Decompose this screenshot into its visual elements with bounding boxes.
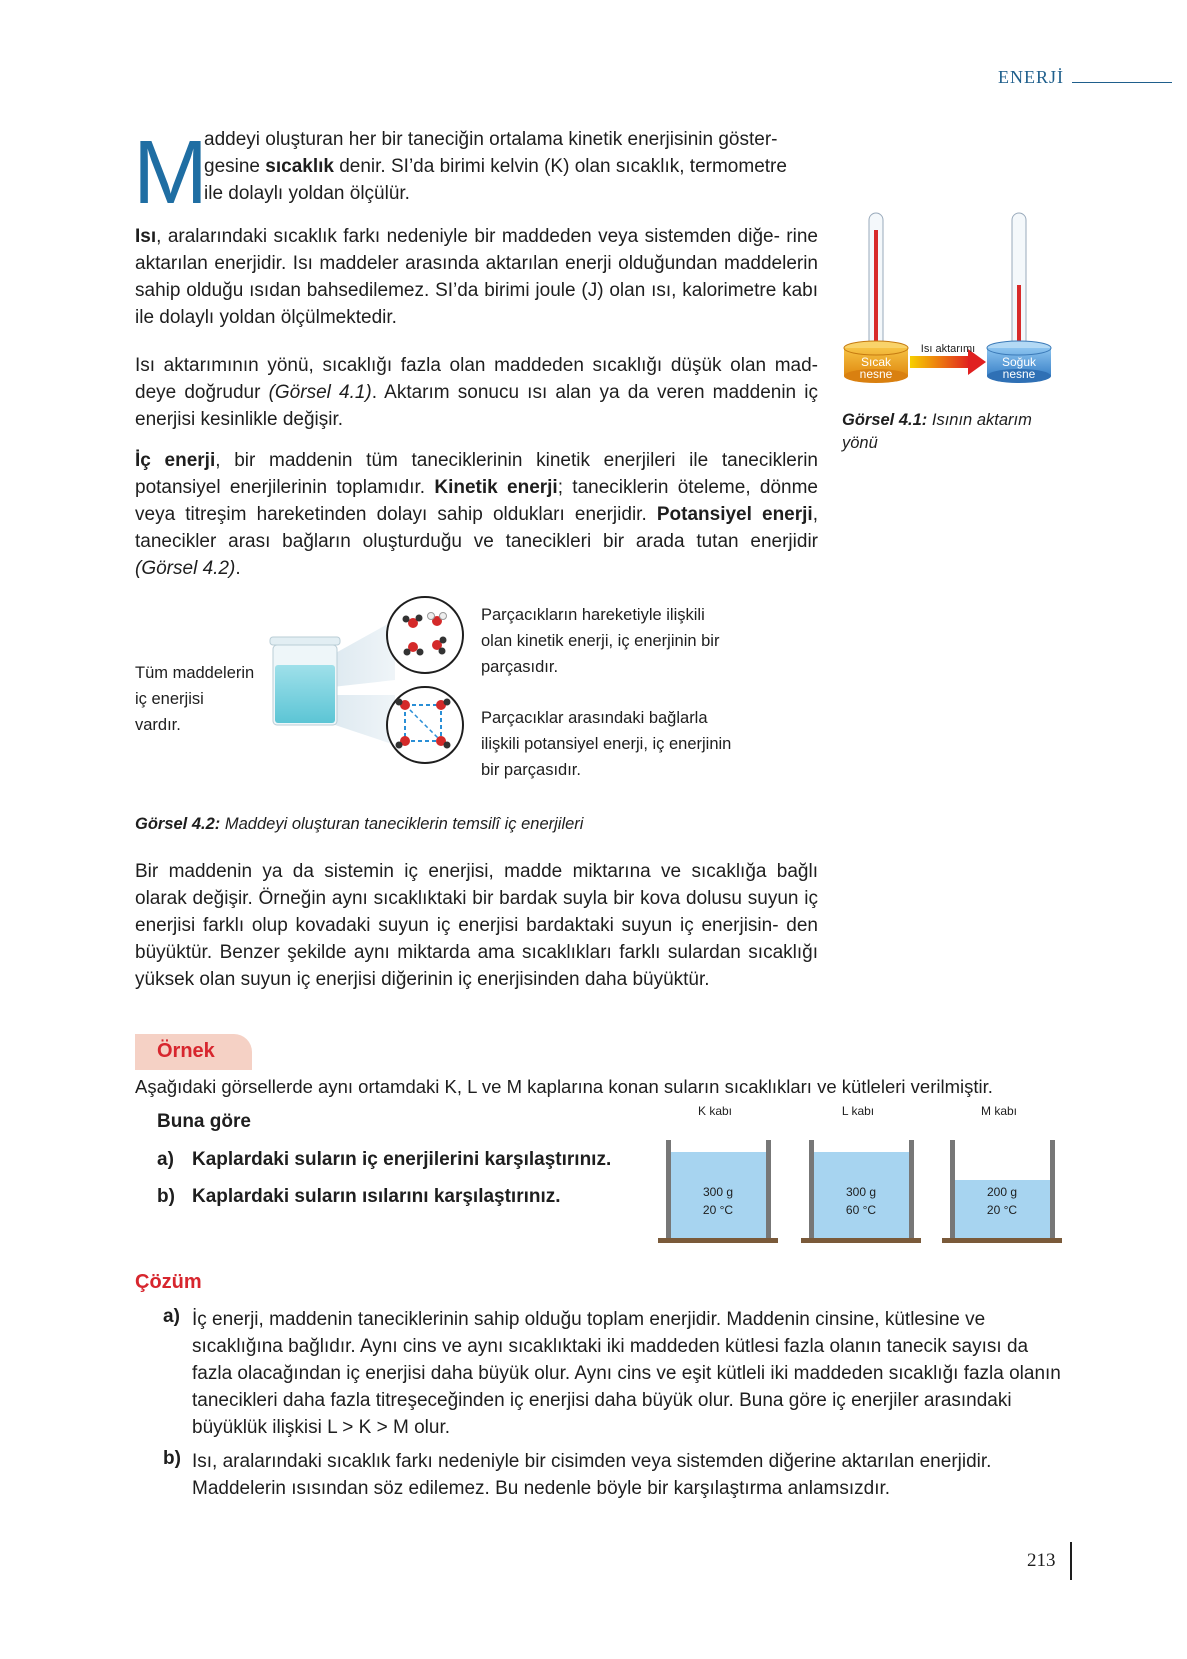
figure-4-1-caption [842,409,1067,455]
container-k-mass: 300 g [702,1185,734,1199]
arrow-label: Isı aktarımı [920,343,976,355]
intro-paragraph [204,126,818,207]
kinetic-molecules-icon [387,597,463,673]
intro-line-1: addeyi oluşturan her bir taneciğin ortalama kinetik enerjisinin göster- [204,129,778,150]
paragraph-yon-post: . Aktarım sonucu ısı alan ya da veren maddenin iç enerjisi kesinlikle değişir. [135,382,818,430]
paragraph-ic-t3: , tanecikler arası bağların oluşturduğu ve tanecikleri bir arada tutan enerjidir [135,504,818,552]
page-number-bar [1070,1542,1072,1580]
intro-line-3: ile dolaylı yoldan ölçülür. [204,183,410,204]
kinetic-description [481,602,781,680]
example-label: Örnek [157,1040,215,1062]
solution-title: Çözüm [135,1271,202,1293]
question-b-letter: b) [157,1186,175,1207]
container-k [658,1104,778,1243]
drop-cap: M [133,123,208,223]
term-isi: Isı [135,226,157,247]
hot-label-2: nesne [859,367,893,381]
left-text-line-2: iç enerjisi [135,690,204,708]
figure-4-1-caption-label: Görsel 4.1: [842,411,928,429]
question-b-text: Kaplardaki suların ısılarını karşılaştırınız. [192,1186,561,1207]
potential-line-3: bir parçasıdır. [481,761,581,779]
container-l-label: L kabı [841,1104,875,1118]
container-l [801,1104,921,1243]
left-text-line-1: Tüm maddelerin [135,664,255,682]
container-k-temp: 20 °C [702,1203,734,1217]
header-rule [1072,82,1172,83]
paragraph-ic-end: . [235,558,241,579]
paragraph-madde-text: Bir maddenin ya da sistemin iç enerjisi, madde miktarına ve sıcaklığa bağlı olarak değişir. Örneğin aynı sıcaklıktaki bir bardak suyla bir kova dolusu suyun iç enerjisi farklı olup kovadaki suyun iç enerjisi bardaktaki suyun iç enerjisin- den büyüktür. Benzer şekilde aynı miktarda ama sıcaklıkları farklı sulardan sıcaklığı yüksek olan suyun iç enerjisi diğerinin iç enerjisinden daha büyüktür. [135,861,818,990]
question-a-text: Kaplardaki suların iç enerjilerini karşılaştırınız. [192,1149,612,1170]
container-m [942,1104,1062,1243]
kinetic-line-3: parçasıdır. [481,658,559,676]
figure-4-2-caption-text: Maddeyi oluşturan taneciklerin temsilî iç enerjileri [220,815,584,833]
intro-line-2-post: denir. SI’da birimi kelvin (K) olan sıcaklık, termometre [333,156,787,177]
container-m-mass: 200 g [986,1185,1018,1199]
potential-molecules-icon [387,687,463,763]
solution-b-text: Isı, aralarındaki sıcaklık farkı nedeniyle bir cisimden veya sistemden diğerine aktarılan enerjidir. Maddelerin ısısından söz edilemez. Bu nedenle böyle bir karşılaştırma anlamsızdır. [192,1451,992,1499]
solution-b [192,1448,1062,1502]
question-a-letter: a) [157,1149,174,1170]
paragraph-isi-text: , aralarındaki sıcaklık farkı nedeniyle bir maddeden veya sistemden diğe- rine aktarılan enerjidir. Isı maddeler arasında aktarılan enerji olduğundan maddelerin sahip olduğu ısıdan bahsedilemez. SI’da birimi joule (J) olan ısı, kalorimetre kabı ile dolaylı yoldan ölçülmektedir. [135,226,818,328]
example-lead: Buna göre [157,1111,251,1132]
container-l-temp: 60 °C [845,1203,877,1217]
ref-gorsel-42: (Görsel 4.2) [135,558,236,579]
intro-line-2-pre: gesine [204,156,266,177]
potential-line-1: Parçacıklar arasındaki bağlarla [481,709,708,727]
solution-a-text: İç enerji, maddenin taneciklerinin sahip olduğu toplam enerjidir. Maddenin cinsine, kütlesine ve sıcaklığına bağlıdır. Aynı cins ve aynı sıcaklıktaki iki maddeden kütlesi fazla olanın tanecik sayısı da fazla olacağından iç enerjisi daha büyük olur. Aynı cins ve eşit kütleli iki maddeden sıcaklığı fazla olanın tanecikleri daha fazla titreşeceğinden iç enerjisi daha büyük olur. Buna göre iç enerjiler arasındaki büyüklük ilişkisi L > K > M olur. [192,1309,1061,1438]
paragraph-ic-t2: ; taneciklerin öteleme, dönme veya titreşim hareketinden dolayı sahip oldukları enerjidir. [135,477,818,525]
left-text-line-3: vardır. [135,716,181,734]
container-l-mass: 300 g [845,1185,877,1199]
cold-label-2: nesne [1002,367,1036,381]
chapter-title: ENERJİ [998,67,1064,87]
term-potansiyel-enerji: Potansiyel enerji [656,504,813,525]
figure-4-2-diagram [265,595,475,785]
term-kinetik-enerji: Kinetik enerji [434,477,558,498]
term-ic-enerji: İç enerji [135,450,216,471]
figure-4-2-left-text [135,660,270,738]
figure-4-1 [840,210,1070,400]
paragraph-isi [135,223,818,331]
solution-a [192,1306,1062,1441]
container-m-label: M kabı [980,1104,1018,1118]
figure-4-2-caption [135,813,835,836]
paragraph-yon [135,352,818,433]
potential-line-2: ilişkili potansiyel enerji, iç enerjinin [481,735,732,753]
figure-4-1-caption-text: Isının aktarım yönü [842,411,1032,452]
paragraph-yon-pre: Isı aktarımının yönü, sıcaklığı fazla olan maddeden sıcaklığı düşük olan mad- deye doğrudur [135,355,818,403]
term-sicaklik: sıcaklık [265,156,334,177]
ref-gorsel-41: (Görsel 4.1) [268,382,372,403]
container-m-temp: 20 °C [986,1203,1018,1217]
containers-figure [650,1100,1080,1250]
example-statement: Aşağıdaki görsellerde aynı ortamdaki K, L ve M kaplarına konan suların sıcaklıkları ve kütleleri verilmiştir. [135,1076,993,1097]
figure-4-2-caption-label: Görsel 4.2: [135,815,221,833]
kinetic-line-1: Parçacıkların hareketiyle ilişkili [481,606,705,624]
kinetic-line-2: olan kinetik enerji, iç enerjinin bir [481,632,720,650]
potential-description [481,705,781,783]
container-k-label: K kabı [697,1104,733,1118]
cold-label-1: Soğuk [1001,355,1037,369]
solution-a-letter: a) [163,1306,180,1327]
paragraph-ic-t1: , bir maddenin tüm taneciklerinin kinetik enerjileri ile taneciklerin potansiyel enerjilerinin toplamıdır. [135,450,818,498]
paragraph-madde [135,858,818,993]
paragraph-ic-enerji [135,447,818,582]
hot-label-1: Sıcak [860,355,892,369]
beaker-icon [270,637,340,725]
solution-b-letter: b) [163,1448,181,1469]
page-number: 213 [1027,1550,1056,1571]
